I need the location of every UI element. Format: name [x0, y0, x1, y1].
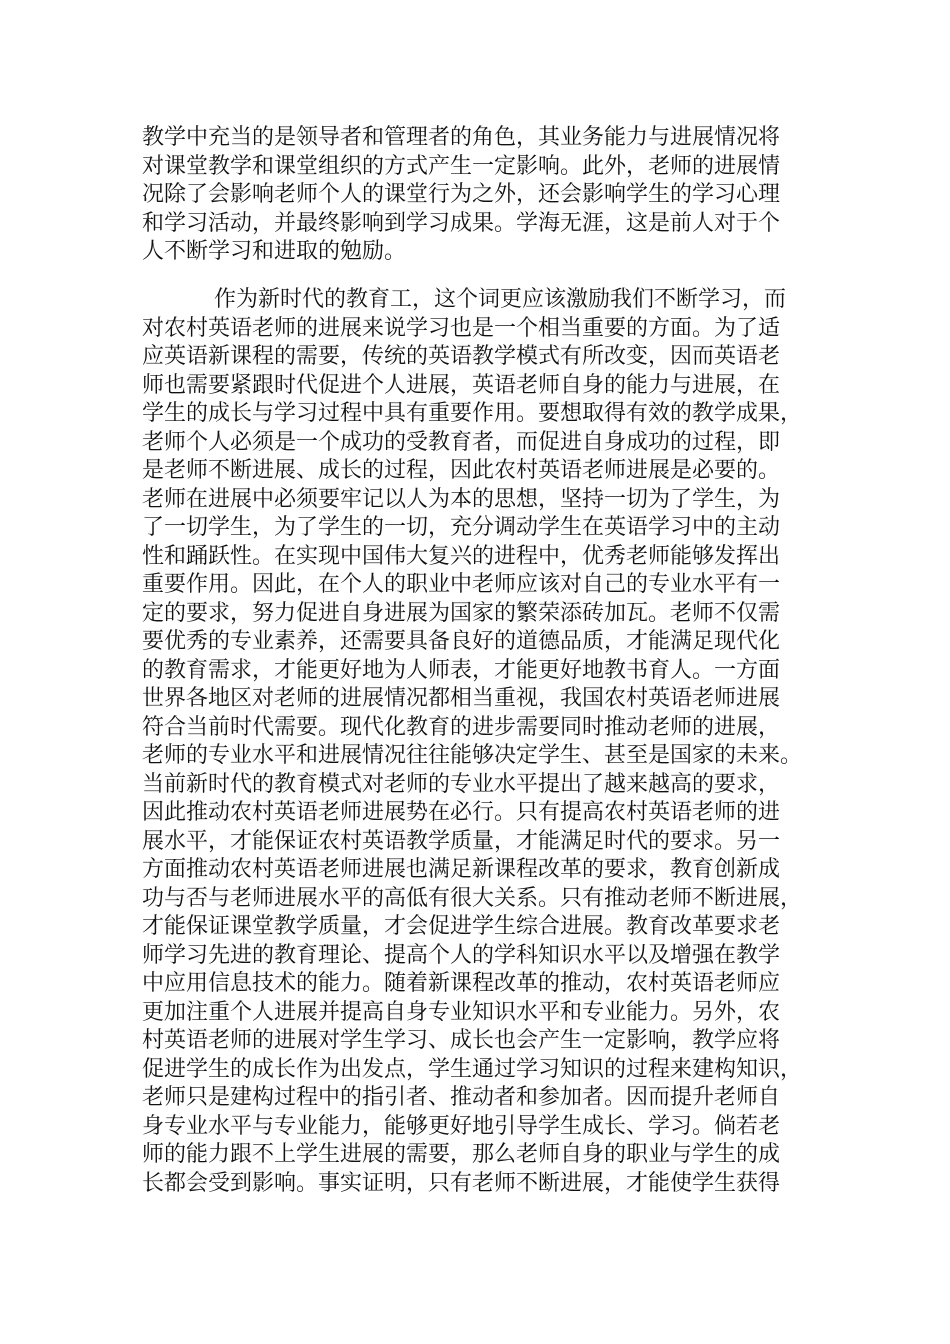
text-line: 对农村英语老师的进展来说学习也是一个相当重要的方面。为了适: [142, 315, 781, 341]
text-line: 和学习活动，并最终影响到学习成果。学海无涯，这是前人对于个: [142, 210, 781, 236]
text-line: 对课堂教学和课堂组织的方式产生一定影响。此外，老师的进展情: [142, 153, 781, 179]
text-line: 师的能力跟不上学生进展的需要，那么老师自身的职业与学生的成: [142, 1142, 781, 1167]
text-line: 长都会受到影响。事实证明，只有老师不断进展，才能使学生获得: [142, 1170, 781, 1196]
text-line: 更加注重个人进展并提高自身专业知识水平和专业能力。另外，农: [142, 999, 781, 1025]
text-line: 老师只是建构过程中的指引者、推动者和参加者。因而提升老师自: [142, 1085, 781, 1110]
text-line: 况除了会影响老师个人的课堂行为之外，还会影响学生的学习心理: [142, 182, 781, 207]
text-line: 学生的成长与学习过程中具有重要作用。要想取得有效的教学成果，: [142, 401, 803, 426]
text-line: 是老师不断进展、成长的过程，因此农村英语老师进展是必要的。: [142, 458, 781, 483]
text-line: 要优秀的专业素养，还需要具备良好的道德品质，才能满足现代化: [142, 629, 781, 654]
text-line: 老师在进展中必须要牢记以人为本的思想，坚持一切为了学生，为: [142, 486, 781, 512]
text-line: 村英语老师的进展对学生学习、成长也会产生一定影响，教学应将: [142, 1028, 781, 1053]
text-line: 老师的专业水平和进展情况往往能够决定学生、甚至是国家的未来。: [142, 743, 803, 768]
text-line: 展水平，才能保证农村英语教学质量，才能满足时代的要求。另一: [142, 828, 781, 854]
text-line: 人不断学习和进取的勉励。: [142, 239, 407, 264]
text-line: 作为新时代的教育工，这个词更应该激励我们不断学习，而: [214, 287, 787, 312]
text-line: 的教育需求，才能更好地为人师表，才能更好地教书育人。一方面: [142, 657, 781, 683]
text-line: 中应用信息技术的能力。随着新课程改革的推动，农村英语老师应: [142, 971, 781, 996]
text-line: 定的要求，努力促进自身进展为国家的繁荣添砖加瓦。老师不仅需: [142, 600, 781, 626]
text-line: 世界各地区对老师的进展情况都相当重视，我国农村英语老师进展: [142, 686, 781, 711]
text-line: 师学习先进的教育理论、提高个人的学科知识水平以及增强在教学: [142, 942, 781, 968]
text-line: 功与否与老师进展水平的高低有很大关系。只有推动老师不断进展，: [142, 885, 803, 911]
paragraph-1: [142, 124, 812, 267]
text-line: 性和踊跃性。在实现中国伟大复兴的进程中，优秀老师能够发挥出: [142, 543, 781, 569]
text-line: 重要作用。因此，在个人的职业中老师应该对自己的专业水平有一: [142, 572, 781, 597]
text-line: 教学中充当的是领导者和管理者的角色，其业务能力与进展情况将: [142, 125, 781, 150]
text-line: 才能保证课堂教学质量，才会促进学生综合进展。教育改革要求老: [142, 914, 781, 939]
text-line: 老师个人必须是一个成功的受教育者，而促进自身成功的过程，即: [142, 429, 781, 455]
text-line: 师也需要紧跟时代促进个人进展，英语老师自身的能力与进展，在: [142, 372, 781, 398]
text-line: 促进学生的成长作为出发点，学生通过学习知识的过程来建构知识，: [142, 1056, 803, 1082]
text-line: 身专业水平与专业能力，能够更好地引导学生成长、学习。倘若老: [142, 1113, 781, 1139]
text-line: 应英语新课程的需要，传统的英语教学模式有所改变，因而英语老: [142, 344, 781, 369]
text-line: 因此推动农村英语老师进展势在必行。只有提高农村英语老师的进: [142, 800, 781, 825]
text-line: 符合当前时代需要。现代化教育的进步需要同时推动老师的进展，: [142, 714, 781, 740]
text-line: 方面推动农村英语老师进展也满足新课程改革的要求，教育创新成: [142, 857, 781, 882]
text-line: 了一切学生，为了学生的一切，充分调动学生在英语学习中的主动: [142, 515, 781, 540]
text-line: 当前新时代的教育模式对老师的专业水平提出了越来越高的要求，: [142, 771, 781, 797]
paragraph-2: [142, 286, 812, 1198]
